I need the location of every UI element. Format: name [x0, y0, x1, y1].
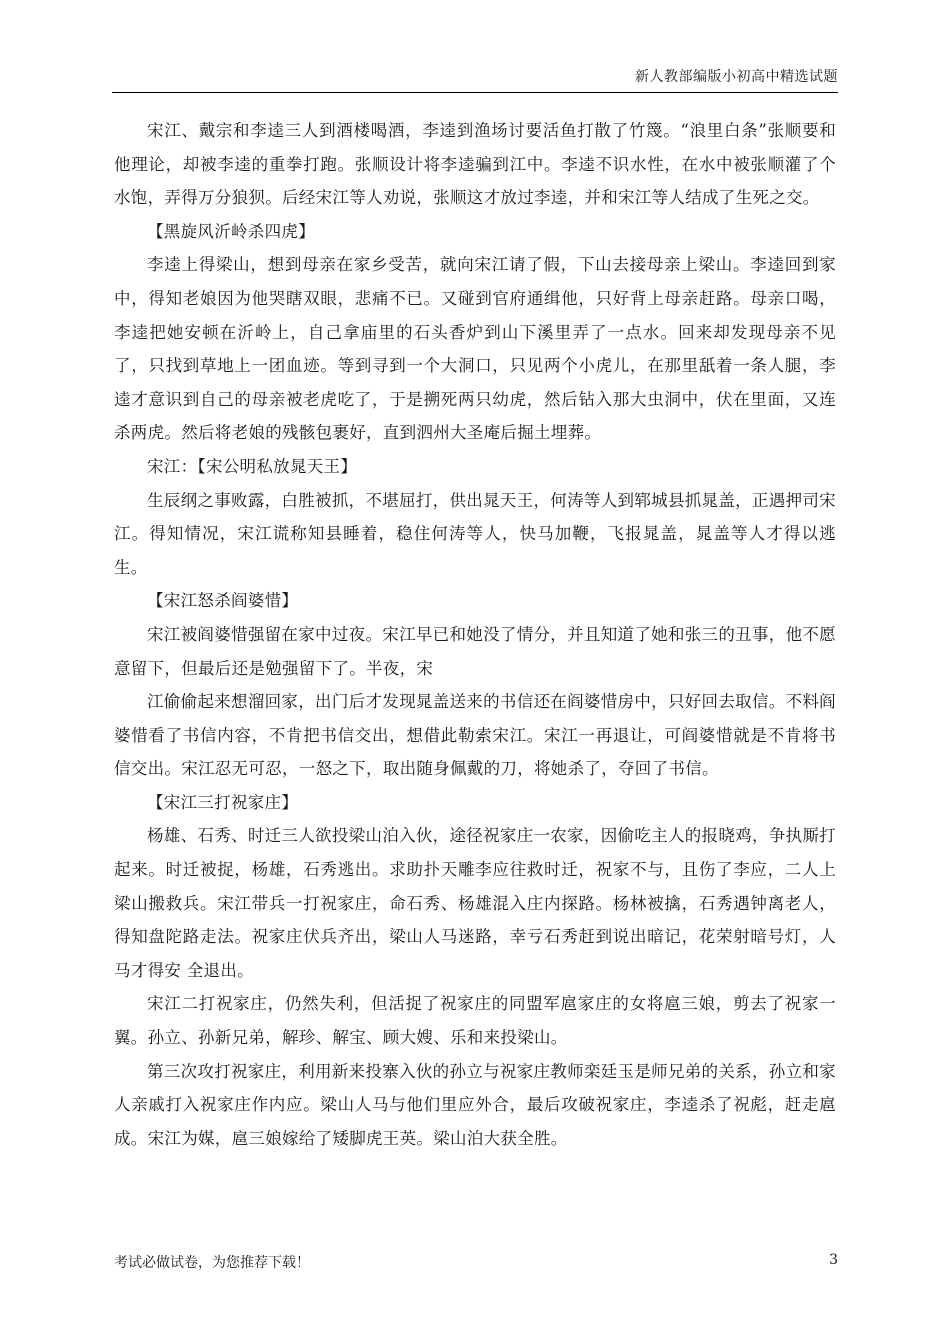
section-heading-yanpoxi: 【宋江怒杀阎婆惜】 [147, 591, 299, 611]
page-number: 3 [829, 1252, 838, 1268]
footer-note: 考试必做试卷，为您推荐下载！ [114, 1255, 310, 1271]
header-divider [112, 92, 838, 93]
paragraph-7: 宋江二打祝家庄，仍然失利，但活捉了祝家庄的同盟军扈家庄的女将扈三娘，剪去了祝家一翼。孙立、孙新兄弟，解珍、解宝、顾大嫂、乐和来投梁山。 [114, 994, 836, 1048]
paragraph-8: 第三次攻打祝家庄，利用新来投寨入伙的孙立与祝家庄教师栾廷玉是师兄弟的关系，孙立和家人亲戚打入祝家庄作内应。梁山人马与他们里应外合，最后攻破祝家庄，李逵杀了祝彪，赶走扈成。宋江为媒，扈三娘嫁给了矮脚虎王英。梁山泊大获全胜。 [114, 1061, 836, 1148]
section-heading-songgongming: 宋江：【宋公明私放晁天王】 [147, 456, 358, 476]
paragraph-4: 宋江被阎婆惜强留在家中过夜。宋江早已和她没了情分，并且知道了她和张三的丑事，他不愿意留下，但最后还是勉强留下了。半夜，宋 [114, 624, 836, 678]
document-body [114, 114, 836, 1155]
paragraph-6: 杨雄、石秀、时迁三人欲投梁山泊入伙，途径祝家庄一农家，因偷吃主人的报晓鸡，争执厮打起来。时迁被捉，杨雄，石秀逃出。求助扑天雕李应往救时迁，祝家不与，且伤了李应，二人上梁山搬救兵。宋江带兵一打祝家庄，命石秀、杨雄混入庄内探路。杨林被擒，石秀遇钟离老人，得知盘陀路走法。祝家庄伏兵齐出，梁山人马迷路，幸亏石秀赶到说出暗记，花荣射暗号灯，人马才得安 全退出。 [114, 826, 836, 980]
section-heading-heixuanfeng: 【黑旋风沂岭杀四虎】 [147, 221, 315, 241]
paragraph-1: 宋江、戴宗和李逵三人到酒楼喝酒，李逵到渔场讨要活鱼打散了竹篾。“浪里白条”张顺要和他理论，却被李逵的重拳打跑。张顺设计将李逵骗到江中。李逵不识水性，在水中被张顺灌了个水饱，弄得万分狼狈。后经宋江等人劝说，张顺这才放过李逵，并和宋江等人结成了生死之交。 [114, 121, 836, 208]
page-header-title: 新人教部编版小初高中精选试题 [635, 69, 838, 85]
paragraph-2: 李逵上得梁山，想到母亲在家乡受苦，就向宋江请了假，下山去接母亲上梁山。李逵回到家中，得知老娘因为他哭瞎双眼，悲痛不已。又碰到官府通缉他，只好背上母亲赶路。母亲口喝，李逵把她安顿在沂岭上，自己拿庙里的石头香炉到山下溪里弄了一点水。回来却发现母亲不见了，只找到草地上一团血迹。等到寻到一个大洞口，只见两个小虎儿，在那里舐着一条人腿，李逵才意识到自己的母亲被老虎吃了，于是搠死两只幼虎，然后钻入那大虫洞中，伏在里面，又连杀两虎。然后将老娘的残骸包裹好，直到泗州大圣庵后掘土埋葬。 [114, 255, 836, 443]
paragraph-3: 生辰纲之事败露，白胜被抓，不堪屈打，供出晁天王，何涛等人到郓城县抓晁盖，正遇押司宋江。得知情况，宋江谎称知县睡着，稳住何涛等人，快马加鞭，飞报晁盖，晁盖等人才得以逃生。 [114, 490, 836, 577]
section-heading-zhujiazhuang: 【宋江三打祝家庄】 [147, 792, 299, 812]
paragraph-5: 江偷偷起来想溜回家，出门后才发现晁盖送来的书信还在阎婆惜房中，只好回去取信。不料阎婆惜看了书信内容，不肯把书信交出，想借此勒索宋江。宋江一再退让，可阎婆惜就是不肯将书信交出。宋江忍无可忍，一怒之下，取出随身佩戴的刀，将她杀了，夺回了书信。 [114, 692, 836, 779]
